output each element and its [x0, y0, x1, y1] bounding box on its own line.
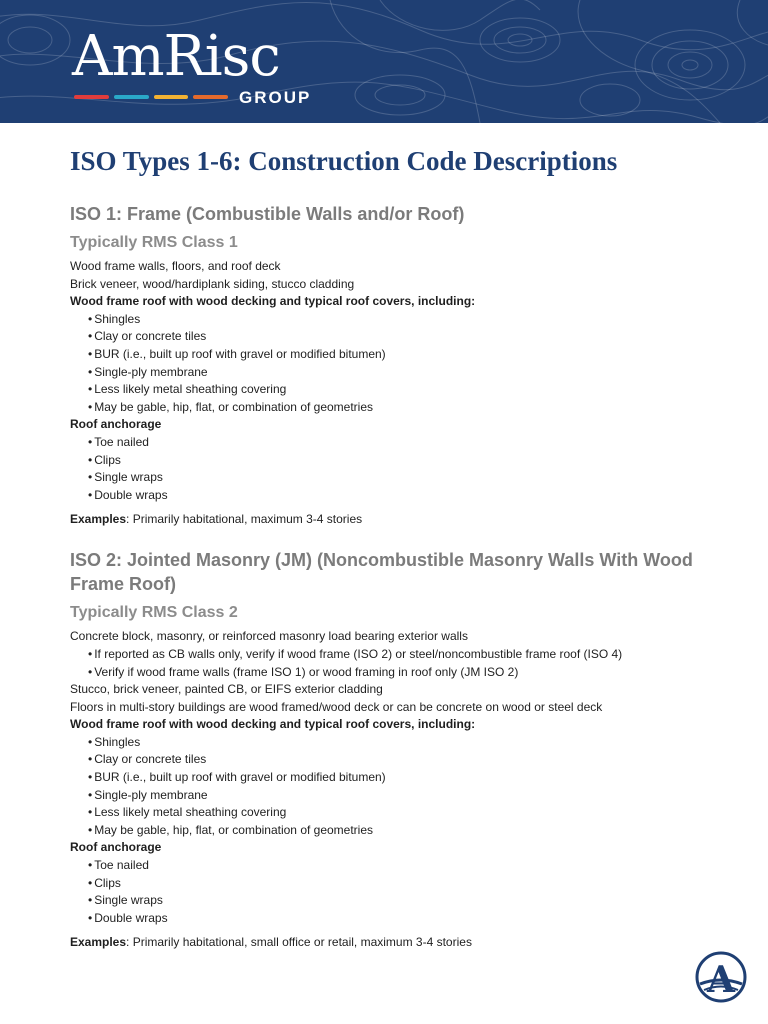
- amrisc-emblem-icon: [694, 950, 748, 1004]
- list-item: • Less likely metal sheathing covering: [88, 381, 700, 399]
- section-heading: ISO 2: Jointed Masonry (JM) (Noncombustible Masonry Walls With Wood Frame Roof): [70, 550, 693, 595]
- list-item: • Shingles: [88, 311, 700, 329]
- list-item: • If reported as CB walls only, verify if wood frame (ISO 2) or steel/noncombustible frame roof (ISO 4): [88, 646, 700, 664]
- examples-label: Examples: [70, 935, 127, 950]
- wall-notes-list: [70, 646, 700, 681]
- list-item: • Single wraps: [88, 469, 700, 487]
- section-subheading: Typically RMS Class 2: [70, 604, 238, 622]
- examples-text: : Primarily habitational, small office or retail, maximum 3-4 stories: [126, 935, 472, 950]
- list-item: • Less likely metal sheathing covering: [88, 804, 700, 822]
- list-item: • Double wraps: [88, 487, 700, 505]
- description-line: Brick veneer, wood/hardiplank siding, stucco cladding: [70, 276, 355, 291]
- section-iso-1: [70, 202, 700, 528]
- examples-line: [70, 933, 700, 951]
- logo-bar-yellow: [154, 95, 189, 99]
- list-item: • Single wraps: [88, 892, 700, 910]
- roof-cover-list: [70, 734, 700, 840]
- logo-color-bars: [74, 95, 228, 100]
- list-item: • Verify if wood frame walls (frame ISO 1) or wood framing in roof only (JM ISO 2): [88, 664, 700, 682]
- description-line: Wood frame walls, floors, and roof deck: [70, 259, 281, 273]
- list-item: • Shingles: [88, 734, 700, 752]
- list-item: • Toe nailed: [88, 434, 700, 452]
- logo-bar-orange: [193, 95, 228, 99]
- examples-label: Examples: [70, 512, 127, 527]
- anchorage-list: [70, 857, 700, 927]
- logo-bar-red: [74, 95, 109, 99]
- list-item: • Toe nailed: [88, 857, 700, 875]
- list-item: • Single-ply membrane: [88, 787, 700, 805]
- logo-bar-blue: [114, 95, 149, 99]
- logo-group-label: GROUP: [239, 88, 312, 107]
- list-item: • Clips: [88, 452, 700, 470]
- anchorage-list: [70, 434, 700, 504]
- logo-wordmark: AmRisc: [72, 24, 280, 89]
- anchorage-heading: Roof anchorage: [70, 417, 162, 432]
- header-banner: [0, 0, 768, 123]
- roof-cover-heading: Wood frame roof with wood decking and typical roof covers, including:: [70, 717, 476, 732]
- anchorage-heading: Roof anchorage: [70, 840, 162, 855]
- list-item: • BUR (i.e., built up roof with gravel or modified bitumen): [88, 346, 700, 364]
- list-item: • Clay or concrete tiles: [88, 751, 700, 769]
- section-subheading: Typically RMS Class 1: [70, 234, 238, 251]
- list-item: • May be gable, hip, flat, or combination of geometries: [88, 399, 700, 417]
- description-line: Concrete block, masonry, or reinforced masonry load bearing exterior walls: [70, 629, 468, 644]
- list-item: • BUR (i.e., built up roof with gravel or modified bitumen): [88, 769, 700, 787]
- description-line: Stucco, brick veneer, painted CB, or EIFS exterior cladding: [70, 682, 383, 697]
- section-heading: ISO 1: Frame (Combustible Walls and/or Roof): [70, 204, 465, 224]
- section-iso-2: [70, 548, 700, 951]
- content: [70, 202, 700, 951]
- svg-text:A: A: [707, 959, 735, 1001]
- examples-text: : Primarily habitational, maximum 3-4 stories: [126, 512, 363, 527]
- list-item: • Clips: [88, 875, 700, 893]
- list-item: • Single-ply membrane: [88, 364, 700, 382]
- description-line: Floors in multi-story buildings are wood framed/wood deck or can be concrete on wood or steel deck: [70, 699, 603, 714]
- roof-cover-heading: Wood frame roof with wood decking and typical roof covers, including:: [70, 294, 476, 309]
- list-item: • Clay or concrete tiles: [88, 328, 700, 346]
- page-title: ISO Types 1-6: Construction Code Descriptions: [70, 146, 618, 176]
- list-item: • Double wraps: [88, 910, 700, 928]
- list-item: • May be gable, hip, flat, or combination of geometries: [88, 822, 700, 840]
- roof-cover-list: [70, 311, 700, 417]
- examples-line: [70, 510, 700, 528]
